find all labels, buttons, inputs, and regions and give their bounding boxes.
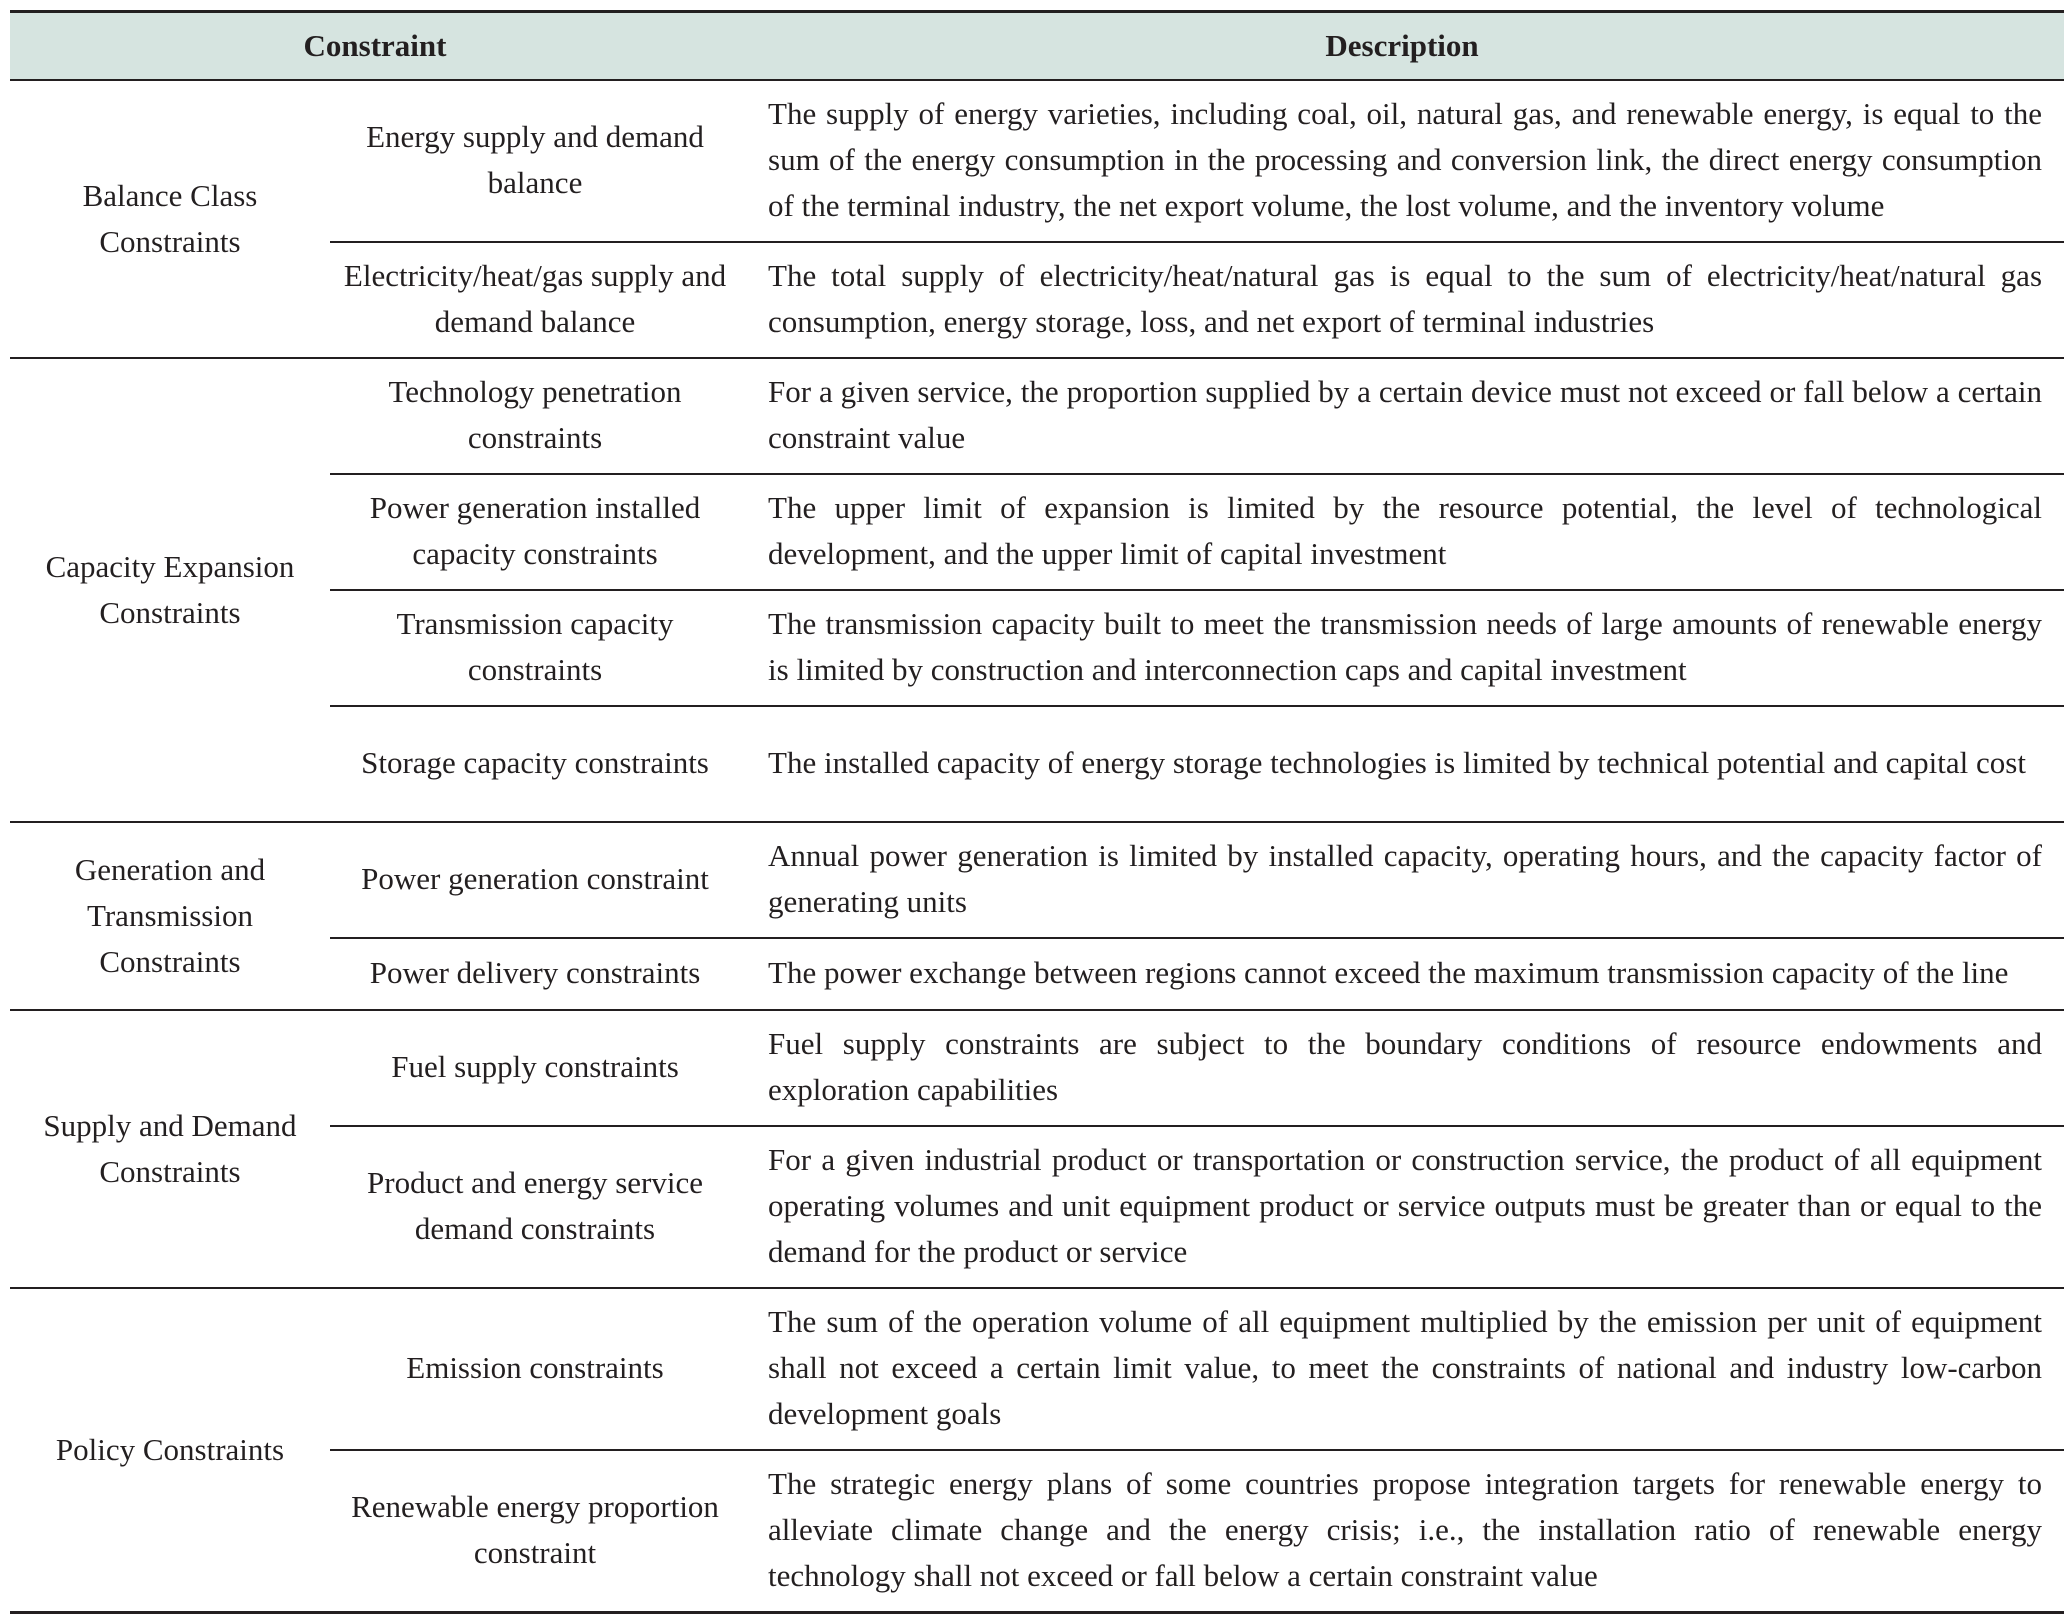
group-label: Policy Constraints bbox=[10, 1288, 330, 1612]
constraint-name: Storage capacity constraints bbox=[330, 706, 740, 822]
header-description: Description bbox=[740, 12, 2064, 81]
constraint-description: Annual power generation is limited by installed capacity, operating hours, and the capacity factor of generating units bbox=[740, 822, 2064, 938]
table-header-row bbox=[10, 12, 2064, 81]
constraint-description: The upper limit of expansion is limited by the resource potential, the level of technological development, and the upper limit of capital investment bbox=[740, 474, 2064, 590]
constraint-name: Power generation installed capacity constraints bbox=[330, 474, 740, 590]
constraint-description: The power exchange between regions cannot exceed the maximum transmission capacity of the line bbox=[740, 938, 2064, 1010]
table-row bbox=[10, 1010, 2064, 1126]
constraint-description: For a given service, the proportion supplied by a certain device must not exceed or fall below a certain constraint value bbox=[740, 358, 2064, 474]
table-row bbox=[10, 822, 2064, 938]
group-label: Supply and Demand Constraints bbox=[10, 1010, 330, 1288]
constraint-description: For a given industrial product or transportation or construction service, the product of all equipment operating volumes and unit equipment product or service outputs must be greater than or equal to the demand for the product or service bbox=[740, 1126, 2064, 1288]
constraint-description: The supply of energy varieties, including coal, oil, natural gas, and renewable energy, is equal to the sum of the energy consumption in the processing and conversion link, the direct energy consumption of the terminal industry, the net export volume, the lost volume, and the inventory volume bbox=[768, 96, 2043, 223]
group-label: Generation and Transmission Constraints bbox=[10, 822, 330, 1010]
constraint-name: Transmission capacity constraints bbox=[330, 590, 740, 706]
constraint-name: Emission constraints bbox=[330, 1288, 740, 1450]
group-label: Balance Class Constraints bbox=[82, 178, 258, 259]
header-constraint: Constraint bbox=[10, 12, 740, 81]
constraint-description: Fuel supply constraints are subject to the boundary conditions of resource endowments and exploration capabilities bbox=[740, 1010, 2064, 1126]
constraint-description: The total supply of electricity/heat/natural gas is equal to the sum of electricity/heat/natural gas consumption, energy storage, loss, and net export of terminal industries bbox=[740, 242, 2064, 358]
constraint-name: Energy supply and demand balance bbox=[366, 119, 704, 200]
constraint-description: The sum of the operation volume of all equipment multiplied by the emission per unit of equipment shall not exceed a certain limit value, to meet the constraints of national and industry low-carbon development goals bbox=[740, 1288, 2064, 1450]
constraint-name: Technology penetration constraints bbox=[330, 358, 740, 474]
constraint-name: Electricity/heat/gas supply and demand balance bbox=[330, 242, 740, 358]
table-row bbox=[10, 1288, 2064, 1450]
constraint-description: The installed capacity of energy storage technologies is limited by technical potential and capital cost bbox=[740, 706, 2064, 822]
constraints-table bbox=[10, 10, 2064, 1614]
group-label: Capacity Expansion Constraints bbox=[10, 358, 330, 822]
table-row bbox=[10, 80, 2064, 242]
table-row bbox=[10, 358, 2064, 474]
constraint-description: The strategic energy plans of some countries propose integration targets for renewable energy to alleviate climate change and the energy crisis; i.e., the installation ratio of renewable energy technology shall not exceed or fall below a certain constraint value bbox=[740, 1450, 2064, 1612]
constraint-name: Fuel supply constraints bbox=[330, 1010, 740, 1126]
constraints-table-container bbox=[10, 10, 2064, 1614]
constraint-description: The transmission capacity built to meet the transmission needs of large amounts of renewable energy is limited by construction and interconnection caps and capital investment bbox=[740, 590, 2064, 706]
constraint-name: Renewable energy proportion constraint bbox=[330, 1450, 740, 1612]
constraint-name: Power delivery constraints bbox=[330, 938, 740, 1010]
constraint-name: Product and energy service demand constraints bbox=[330, 1126, 740, 1288]
constraint-name: Power generation constraint bbox=[330, 822, 740, 938]
